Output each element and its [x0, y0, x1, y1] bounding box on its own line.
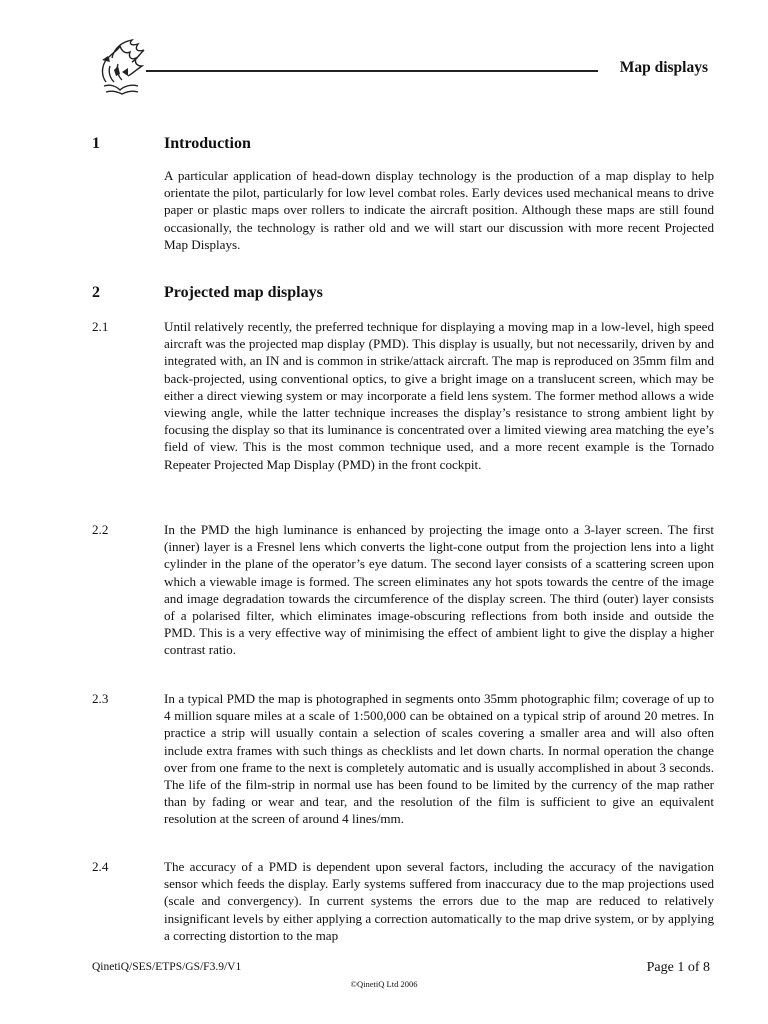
- copyright-notice: ©QinetiQ Ltd 2006: [350, 979, 418, 989]
- paragraph-2-2: In the PMD the high luminance is enhanced by projecting the image onto a 3-layer screen. The first (inner) layer is a Fresnel lens which converts the light-cone output from the projection lens into a light cylinder in the plane of the operator’s eye datum. The second layer consists of a scattering screen upon which a viewable image is formed. The screen eliminates any hot spots towards the centre of the image and image degradation towards the circumference of the display screen. The third (outer) layer consists of a polarised filter, which eliminates image-obscuring reflections from both inside and outside the PMD. This is a very effective way of minimising the effect of ambient light to give the display a higher contrast ratio.: [164, 522, 714, 658]
- paragraph-number: 2.3: [92, 691, 109, 706]
- header-rule: [146, 70, 598, 72]
- section-title: Projected map displays: [164, 284, 323, 301]
- header-title: Map displays: [619, 59, 708, 76]
- page-number: Page 1 of 8: [646, 960, 710, 975]
- section-number: 1: [92, 135, 100, 152]
- paragraph-number: 2.1: [92, 319, 109, 334]
- paragraph-2-3: In a typical PMD the map is photographed in segments onto 35mm photographic film; coverage of up to 4 million square miles at a scale of 1:500,000 can be obtained on a typical strip of around 20 metres. In practice a strip will usually contain a selection of scales covering a smaller area and will also often include extra frames with such things as checklists and let down charts. In normal operation the change over from one frame to the next is completely automatic and is usually accomplished in about 3 seconds. The life of the film-strip in normal use has been found to be limited by the currency of the map rather than by fading or wear and tear, and the resolution of the film is sufficient to give an equivalent resolution at the screen of around 4 lines/mm.: [164, 691, 714, 827]
- griffin-crest-icon: [92, 36, 150, 98]
- paragraph-2-1: Until relatively recently, the preferred technique for displaying a moving map in a low-level, high speed aircraft was the projected map display (PMD). This display is usually, but not necessarily, driven by and integrated with, an IN and is common in strike/attack aircraft. The map is reproduced on 35mm film and back-projected, using conventional optics, to give a bright image on a translucent screen, which may be either a direct viewing system or may incorporate a field lens system. The former method allows a wide viewing angle, while the latter technique increases the display’s resistance to strong ambient light by focusing the display so that its luminance is concentrated over a limited viewing area matching the eye’s field of view. This is the most common technique used, and a more recent example is the Tornado Repeater Projected Map Display (PMD) in the front cockpit.: [164, 319, 714, 472]
- paragraph-number: 2.2: [92, 522, 109, 537]
- section-title: Introduction: [164, 135, 251, 152]
- section-number: 2: [92, 284, 100, 301]
- intro-paragraph: A particular application of head-down display technology is the production of a map display to help orientate the pilot, particularly for low level combat roles. Early devices used mechanical means to drive paper or plastic maps over rollers to indicate the aircraft position. Although these maps are still found occasionally, the technology is rather old and we will start our discussion with more recent Projected Map Displays.: [164, 168, 714, 252]
- document-reference: QinetiQ/SES/ETPS/GS/F3.9/V1: [92, 961, 242, 973]
- paragraph-number: 2.4: [92, 859, 109, 874]
- paragraph-2-4: The accuracy of a PMD is dependent upon several factors, including the accuracy of the navigation sensor which feeds the display. Early systems suffered from inaccuracy due to the map projections used (scale and convergency). In current systems the errors due to the map are reduced to relatively insignificant levels by either applying a correction automatically to the map drive system, or by applying a correcting distortion to the map: [164, 859, 714, 943]
